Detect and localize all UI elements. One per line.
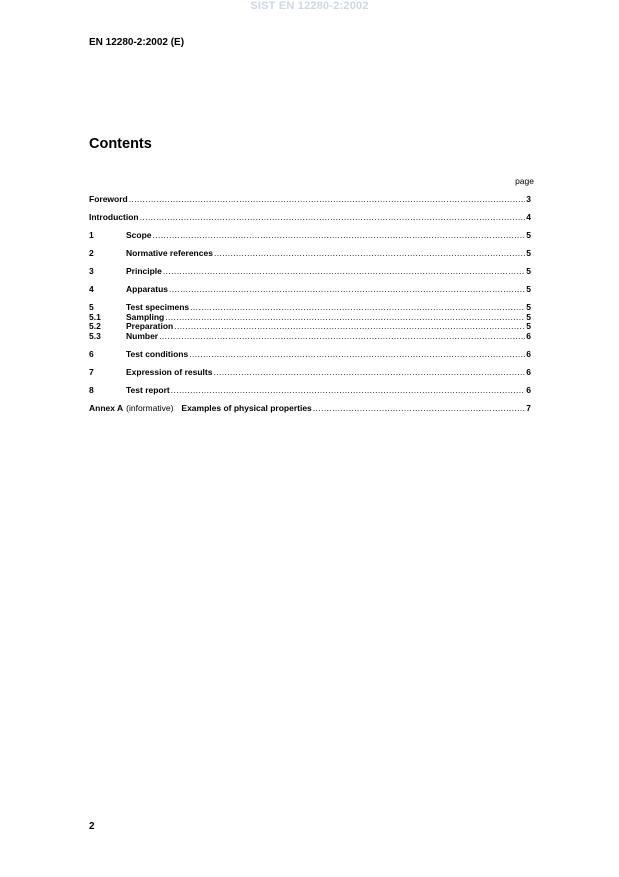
toc-title: Test conditions <box>126 348 189 359</box>
annex-type: (informative) <box>126 402 174 413</box>
toc-title: Foreword <box>89 194 128 204</box>
toc-number: 5.3 <box>89 330 101 341</box>
toc-number: 8 <box>89 384 94 395</box>
toc-leader-dots <box>189 350 525 360</box>
page-column-header: page <box>515 176 534 186</box>
toc-page-number: 3 <box>526 194 531 204</box>
toc-page-number: 7 <box>526 402 531 413</box>
toc-entry-test-conditions[interactable] <box>89 350 531 360</box>
toc-number: 2 <box>89 248 94 258</box>
toc-title: Normative references <box>126 248 213 258</box>
toc-leader-dots <box>153 231 526 241</box>
toc-page-number: 5 <box>526 248 531 258</box>
toc-number: 5.1 <box>89 311 101 322</box>
toc-title: Apparatus <box>126 284 169 294</box>
toc-entry-normative-references[interactable] <box>89 249 531 259</box>
toc-title: Scope <box>126 230 152 240</box>
toc-leader-dots <box>171 386 525 396</box>
table-of-contents <box>89 195 531 413</box>
annex-title: Examples of physical properties <box>181 402 312 413</box>
toc-leader-dots <box>190 303 525 313</box>
toc-page-number: 6 <box>526 366 531 377</box>
toc-number: 6 <box>89 348 94 359</box>
toc-leader-dots <box>129 195 526 205</box>
toc-number: 3 <box>89 266 94 276</box>
toc-title: Test specimens <box>126 302 190 312</box>
toc-number: 7 <box>89 366 94 377</box>
contents-title: Contents <box>89 136 152 152</box>
toc-entry-principle[interactable] <box>89 267 531 277</box>
toc-leader-dots <box>165 313 525 323</box>
toc-leader-dots <box>213 368 525 378</box>
toc-entry-number[interactable] <box>89 332 531 342</box>
toc-entry-test-report[interactable] <box>89 386 531 396</box>
toc-number: 1 <box>89 230 94 240</box>
toc-leader-dots <box>163 267 525 277</box>
toc-entry-annex-a[interactable] <box>89 404 531 414</box>
toc-title: Principle <box>126 266 162 276</box>
toc-page-number: 5 <box>526 302 531 312</box>
toc-title: Preparation <box>126 321 174 331</box>
toc-page-number: 5 <box>526 230 531 240</box>
toc-leader-dots <box>313 404 525 414</box>
toc-number: 5 <box>89 302 94 312</box>
watermark: SIST EN 12280-2:2002 <box>250 0 369 12</box>
toc-leader-dots <box>159 332 525 342</box>
toc-leader-dots <box>214 249 525 259</box>
toc-entry-introduction[interactable] <box>89 213 531 223</box>
toc-page-number: 6 <box>526 330 531 341</box>
toc-entry-apparatus[interactable] <box>89 285 531 295</box>
toc-page-number: 5 <box>526 284 531 294</box>
toc-title: Introduction <box>89 212 139 222</box>
toc-entry-scope[interactable] <box>89 231 531 241</box>
annex-label: Annex A <box>89 402 124 413</box>
toc-title: Number <box>126 330 159 341</box>
document-id: EN 12280-2:2002 (E) <box>89 37 185 48</box>
toc-leader-dots <box>140 213 526 223</box>
toc-page-number: 6 <box>526 384 531 395</box>
toc-page-number: 6 <box>526 348 531 359</box>
toc-number: 4 <box>89 284 94 294</box>
toc-page-number: 5 <box>526 321 531 331</box>
toc-number: 5.2 <box>89 321 101 331</box>
toc-title: Test report <box>126 384 170 395</box>
toc-title: Sampling <box>126 311 165 322</box>
page-number: 2 <box>89 821 95 832</box>
toc-title: Expression of results <box>126 366 213 377</box>
toc-page-number: 4 <box>526 212 531 222</box>
toc-page-number: 5 <box>526 311 531 322</box>
toc-leader-dots <box>174 322 525 332</box>
toc-entry-expression-of-results[interactable] <box>89 368 531 378</box>
toc-entry-foreword[interactable] <box>89 195 531 205</box>
toc-leader-dots <box>169 285 525 295</box>
toc-page-number: 5 <box>526 266 531 276</box>
